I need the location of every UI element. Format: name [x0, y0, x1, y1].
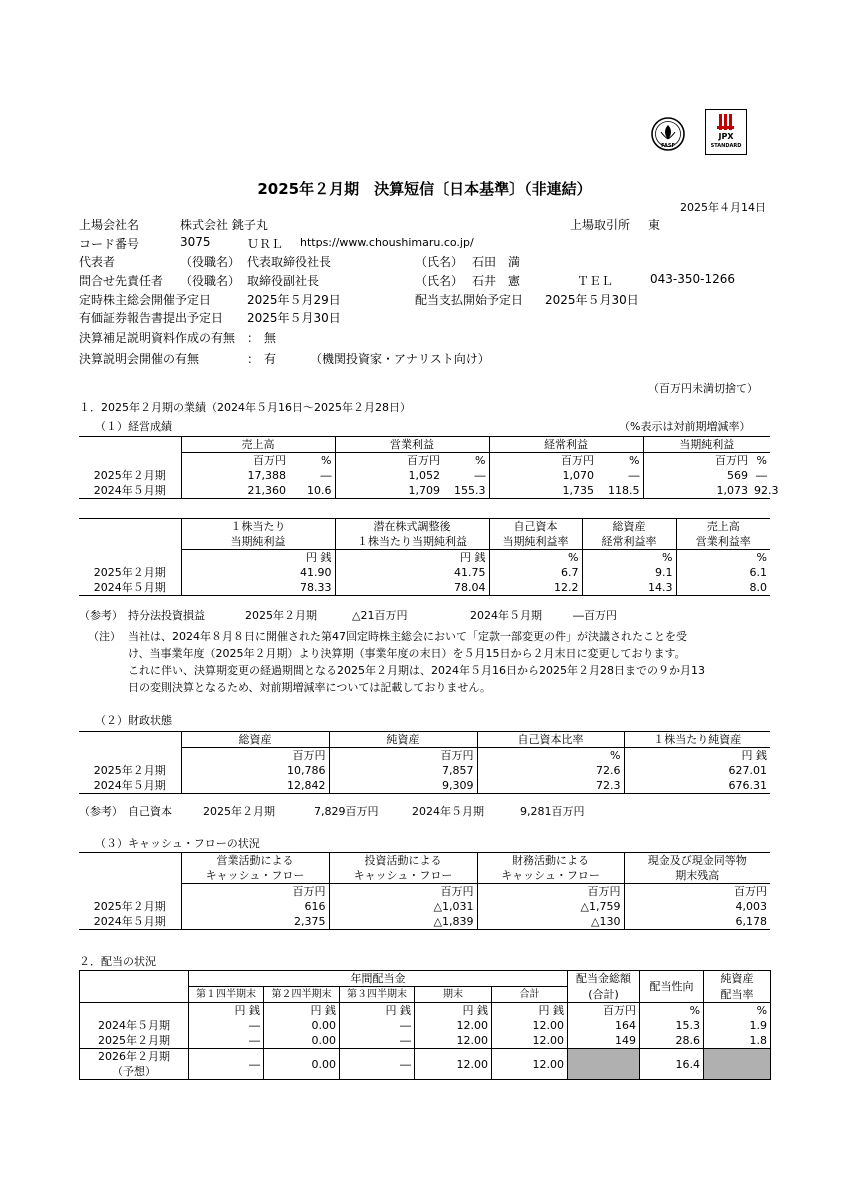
table-unit-row [80, 1003, 771, 1019]
company-value: 株式会社 銚子丸 [180, 218, 268, 232]
code-label: コード番号 [79, 237, 140, 251]
row-label: 2024年５月期 [79, 914, 181, 930]
table-cell: 6.7 [489, 565, 582, 580]
contact-label: 問合せ先責任者 [79, 274, 164, 288]
cash-flow-table [79, 852, 770, 930]
table-cell: 12.00 [492, 1033, 568, 1049]
table-cell: 12.00 [415, 1033, 492, 1049]
table-row [79, 914, 770, 930]
unit-cell: 円 銭 [624, 748, 770, 764]
table-cell: 676.31 [624, 778, 770, 794]
table-cell: 7,857 [329, 763, 477, 778]
row-label: 2024年５月期 [79, 483, 181, 499]
table-cell: 72.3 [477, 778, 624, 794]
s1-3-title: （３）キャッシュ・フローの状況 [95, 837, 260, 850]
ref2-item: 自己資本 [128, 805, 172, 818]
unit-cell: % [751, 453, 770, 469]
table-cell: 41.90 [181, 565, 335, 580]
div-pay-value: 2025年５月30日 [545, 293, 639, 307]
unit-cell: 百万円 [181, 453, 289, 469]
rep-name: 石田 満 [472, 255, 521, 269]
rep-name-label: （氏名） [415, 255, 464, 269]
unit-cell: % [289, 453, 335, 469]
table-cell: 78.04 [335, 580, 489, 596]
table-cell: 12.00 [492, 1018, 568, 1033]
unit-cell: 百万円 [477, 884, 624, 900]
unit-cell: 百万円 [329, 884, 477, 900]
table-unit-row [79, 748, 770, 764]
shaded-cell [704, 1049, 771, 1080]
col-header: 営業利益率 [676, 534, 770, 550]
s1-1-note: （%表示は対前期増減率） [619, 420, 751, 433]
agm-value: 2025年５月29日 [247, 293, 341, 307]
table-unit-row [79, 884, 770, 900]
supp-label: 決算補足説明資料作成の有無 [79, 331, 236, 345]
row-label: 2025年２月期 [93, 566, 166, 579]
jpx-standard-text: STANDARD [710, 143, 742, 149]
table-cell: 155.3 [443, 483, 489, 499]
table-cell: ― [189, 1033, 264, 1049]
table-cell: 9.1 [582, 565, 676, 580]
table-row [79, 483, 770, 499]
table-header-row [79, 437, 770, 453]
col-header: １株当たり純資産 [624, 732, 770, 748]
table-cell: ― [340, 1049, 415, 1080]
table-cell: ― [474, 469, 486, 482]
table-row [79, 565, 770, 580]
ref2-period2: 2024年５月期 [412, 805, 484, 818]
table-cell: 28.6 [640, 1033, 704, 1049]
col-header: １株当たり当期純利益 [335, 534, 489, 550]
col-header: 営業利益 [335, 437, 489, 453]
unit-note: （百万円未満切捨て） [648, 382, 758, 395]
table-cell: 1.8 [704, 1033, 771, 1049]
fasf-logo [650, 116, 686, 152]
col-header: 営業活動による [181, 853, 329, 869]
exchange-label: 上場取引所 [570, 218, 631, 232]
ref2-label: （参考） [79, 805, 123, 818]
table-row [80, 1018, 771, 1033]
table-cell: 569 [643, 468, 751, 483]
unit-cell: 円 銭 [415, 1003, 492, 1019]
table-cell: 9,309 [329, 778, 477, 794]
unit-cell: 円 銭 [492, 1003, 568, 1019]
table-cell: 2,375 [181, 914, 329, 930]
row-label: 2024年５月期 [80, 1018, 189, 1033]
col-header: 当期純利益率 [489, 534, 582, 550]
unit-cell: % [477, 748, 624, 764]
financial-position-table [79, 731, 770, 794]
table-cell: △1,759 [477, 899, 624, 914]
unit-cell: % [443, 453, 489, 469]
col-header: 配当性向 [640, 971, 704, 1003]
col-header: 純資産 [704, 971, 771, 987]
report-value: 2025年５月30日 [247, 311, 341, 325]
table-cell: 21,360 [181, 483, 289, 499]
supp-colon: ： [247, 331, 260, 345]
unit-cell: % [704, 1003, 771, 1019]
row-label: 2025年２月期 [80, 1033, 189, 1049]
unit-cell: 百万円 [624, 884, 770, 900]
code-value: 3075 [180, 235, 211, 249]
dividend-table [79, 970, 771, 1080]
table-cell: 16.4 [640, 1049, 704, 1080]
ref1-item: 持分法投資損益 [128, 609, 205, 622]
col-header: 配当金総額 [568, 971, 640, 987]
row-label: 2025年２月期 [93, 900, 166, 913]
table-row [79, 778, 770, 794]
unit-cell: 円 銭 [340, 1003, 415, 1019]
table-cell: 149 [568, 1033, 640, 1049]
col-header: 現金及び現金同等物 [624, 853, 770, 869]
note-line: これに伴い、決算期変更の経過期間となる2025年２月期は、2024年５月16日から2025年２月28日までの９か月13 [128, 664, 705, 677]
note-line: 日の変則決算となるため、対前期増減率については記載しておりません。 [128, 681, 491, 694]
table-cell: 1.9 [704, 1018, 771, 1033]
table-cell: 92.3 [751, 483, 770, 499]
row-label: 2026年２月期 [80, 1049, 189, 1065]
col-header: 期末残高 [624, 868, 770, 884]
table-header-row [79, 853, 770, 869]
col-header: キャッシュ・フロー [477, 868, 624, 884]
div-pay-label: 配当支払開始予定日 [415, 293, 524, 307]
table-header-row [79, 534, 770, 550]
unit-cell: % [676, 550, 770, 566]
table-header-row [80, 971, 771, 987]
col-header: キャッシュ・フロー [329, 868, 477, 884]
shaded-cell [568, 1049, 640, 1080]
unit-cell: 百万円 [568, 1003, 640, 1019]
forecast-row [80, 1049, 771, 1065]
col-header: 当期純利益 [643, 437, 770, 453]
table-cell: 78.33 [181, 580, 335, 596]
table-cell: 8.0 [676, 580, 770, 596]
note-line: 当社は、2024年８月８日に開催された第47回定時株主総会において「定款一部変更の件」が決議されたことを受 [128, 630, 687, 643]
unit-cell: 円 銭 [335, 550, 489, 566]
col-header: 財務活動による [477, 853, 624, 869]
col-header: 当期純利益 [181, 534, 335, 550]
table-cell: 1,070 [489, 468, 597, 483]
s1-2-title: （２）財政状態 [95, 714, 172, 727]
table-cell: 12.00 [415, 1049, 492, 1080]
url-link[interactable]: https://www.choushimaru.co.jp/ [300, 236, 474, 249]
table-row [79, 899, 770, 914]
unit-cell: % [582, 550, 676, 566]
ref1-period2: 2024年５月期 [470, 609, 542, 622]
table-cell: 12.2 [489, 580, 582, 596]
table-cell: 1,052 [335, 468, 443, 483]
jpx-logo-text: JPX [718, 132, 734, 141]
table-header-row [79, 732, 770, 748]
note-line: け、当事業年度（2025年２月期）より決算期（事業年度の末日）を５月15日から２月末日に変更しております。 [128, 647, 686, 660]
table-cell: ― [756, 469, 767, 482]
table-cell: 1,073 [643, 483, 751, 499]
brief-label: 決算説明会開催の有無 [79, 352, 200, 366]
table-cell: ― [189, 1049, 264, 1080]
row-label: 2025年２月期 [93, 764, 166, 777]
col-header: 第１四半期末 [189, 987, 264, 1003]
table-cell: 0.00 [264, 1033, 340, 1049]
agm-label: 定時株主総会開催予定日 [79, 293, 212, 307]
col-header: 自己資本 [489, 519, 582, 535]
table-header-row [79, 519, 770, 535]
contact-name-label: （氏名） [415, 274, 464, 288]
col-header: (合計) [568, 987, 640, 1003]
jpx-logo [705, 109, 747, 155]
row-label: 2024年５月期 [79, 778, 181, 794]
table-cell: 12,842 [181, 778, 329, 794]
table-cell: 1,735 [489, 483, 597, 499]
table-cell: 6.1 [676, 565, 770, 580]
col-header: 年間配当金 [189, 971, 568, 987]
table-unit-row [79, 453, 770, 469]
col-header: 経常利益率 [582, 534, 676, 550]
table-row [79, 763, 770, 778]
operating-results-table [79, 436, 779, 499]
row-label: 2025年２月期 [93, 469, 166, 482]
col-header: 総資産 [582, 519, 676, 535]
section2-title: ２．配当の状況 [79, 955, 156, 968]
ref2-period1: 2025年２月期 [203, 805, 275, 818]
table-cell: 41.75 [335, 565, 489, 580]
table-cell: 14.3 [582, 580, 676, 596]
exchange-value: 東 [648, 218, 661, 232]
col-header: 自己資本比率 [477, 732, 624, 748]
unit-cell: % [640, 1003, 704, 1019]
ref1-value2: ―百万円 [573, 609, 617, 622]
table-cell: 17,388 [181, 468, 289, 483]
rep-role-label: （役職名） [180, 255, 241, 269]
row-label: 2024年５月期 [79, 580, 181, 596]
table-cell: 10.6 [289, 483, 335, 499]
table-cell: 72.6 [477, 763, 624, 778]
table-cell: 15.3 [640, 1018, 704, 1033]
col-header: 売上高 [181, 437, 335, 453]
col-header: 純資産 [329, 732, 477, 748]
unit-cell: % [597, 453, 643, 469]
table-row [79, 580, 770, 596]
unit-cell: 百万円 [335, 453, 443, 469]
brief-value: 有 [264, 352, 277, 366]
unit-cell: 百万円 [643, 453, 751, 469]
jpx-mark-icon [706, 112, 746, 134]
rep-role: 代表取締役社長 [247, 255, 332, 269]
col-header: 投資活動による [329, 853, 477, 869]
report-date: 2025年４月14日 [680, 201, 766, 214]
table-cell: 4,003 [624, 899, 770, 914]
contact-role: 取締役副社長 [247, 274, 320, 288]
ref2-value2: 9,281百万円 [520, 805, 585, 818]
col-header: 潜在株式調整後 [335, 519, 489, 535]
table-unit-row [79, 550, 770, 566]
col-header: 第３四半期末 [340, 987, 415, 1003]
table-cell: 118.5 [597, 483, 643, 499]
col-header: 期末 [415, 987, 492, 1003]
col-header: 第２四半期末 [264, 987, 340, 1003]
ref1-value1: △21百万円 [352, 609, 408, 622]
table-row [80, 1033, 771, 1049]
table-cell: 12.00 [492, 1049, 568, 1080]
note-label: （注） [88, 630, 121, 643]
table-cell: △1,031 [329, 899, 477, 914]
report-label: 有価証券報告書提出予定日 [79, 311, 224, 325]
table-cell: ― [340, 1033, 415, 1049]
col-header: 配当率 [704, 987, 771, 1003]
unit-cell: % [489, 550, 582, 566]
brief-colon: ： [247, 352, 260, 366]
table-cell: 164 [568, 1018, 640, 1033]
table-cell: ― [628, 469, 640, 482]
unit-cell: 百万円 [329, 748, 477, 764]
rep-label: 代表者 [79, 255, 116, 269]
row-label: （予想） [80, 1064, 189, 1080]
table-cell: △1,839 [329, 914, 477, 930]
fasf-logo-text: FASF [661, 143, 675, 149]
table-cell: ― [340, 1018, 415, 1033]
tel-value: 043-350-1266 [650, 272, 736, 286]
page-title: 2025年２月期 決算短信〔日本基準〕（非連結） [257, 180, 592, 198]
col-header: 合計 [492, 987, 568, 1003]
table-cell: 10,786 [181, 763, 329, 778]
col-header: 経常利益 [489, 437, 643, 453]
table-cell: 12.00 [415, 1018, 492, 1033]
company-label: 上場会社名 [79, 218, 140, 232]
table-cell: ― [189, 1018, 264, 1033]
per-share-table [79, 518, 770, 596]
table-row [79, 468, 770, 483]
unit-cell: 百万円 [489, 453, 597, 469]
table-cell: 627.01 [624, 763, 770, 778]
unit-cell: 円 銭 [189, 1003, 264, 1019]
table-cell: 616 [181, 899, 329, 914]
contact-role-label: （役職名） [180, 274, 241, 288]
table-header-row [79, 868, 770, 884]
brief-note: （機関投資家・アナリスト向け） [310, 352, 490, 366]
unit-cell: 円 銭 [181, 550, 335, 566]
col-header: キャッシュ・フロー [181, 868, 329, 884]
ref1-period1: 2025年２月期 [245, 609, 317, 622]
url-label: ＵＲＬ [247, 237, 284, 251]
tel-label: ＴＥＬ [577, 274, 614, 288]
table-cell: ― [320, 469, 332, 482]
unit-cell: 百万円 [181, 748, 329, 764]
unit-cell: 百万円 [181, 884, 329, 900]
table-cell: 1,709 [335, 483, 443, 499]
table-cell: 6,178 [624, 914, 770, 930]
col-header: １株当たり [181, 519, 335, 535]
col-header: 総資産 [181, 732, 329, 748]
table-cell: △130 [477, 914, 624, 930]
table-cell: 0.00 [264, 1018, 340, 1033]
ref1-label: （参考） [79, 609, 123, 622]
section1-title: １．2025年２月期の業績（2024年５月16日～2025年２月28日） [79, 401, 411, 414]
table-cell: 0.00 [264, 1049, 340, 1080]
s1-1-title: （１）経営成績 [95, 420, 172, 433]
col-header: 売上高 [676, 519, 770, 535]
supp-value: 無 [264, 331, 277, 345]
contact-name: 石井 憲 [472, 274, 521, 288]
ref2-value1: 7,829百万円 [314, 805, 379, 818]
unit-cell: 円 銭 [264, 1003, 340, 1019]
